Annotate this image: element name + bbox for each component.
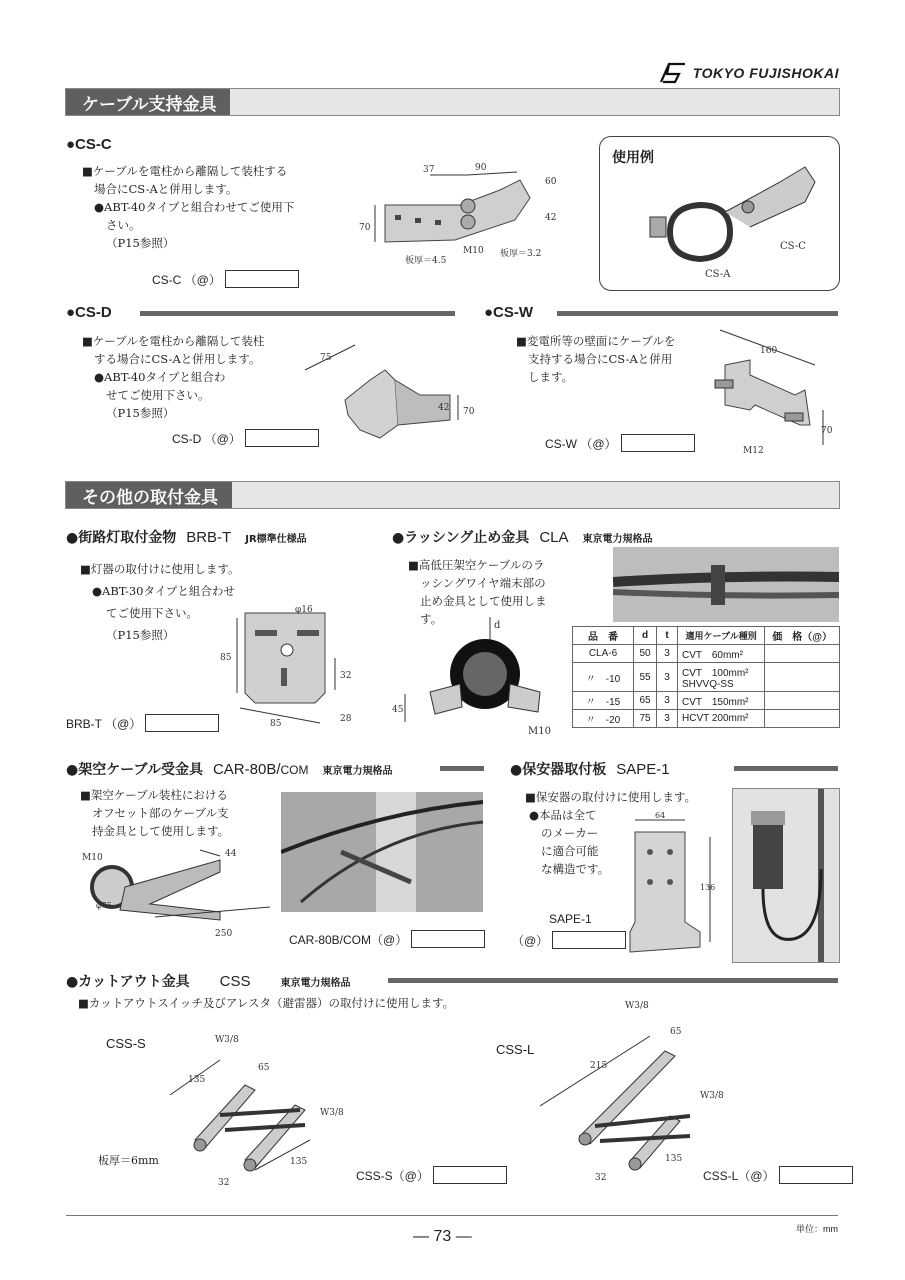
cla-photo [613,547,839,622]
usage-label-cs-c: CS-C [780,241,806,252]
car-price [289,930,485,948]
brb-t-desc-line: てご使用下さい。 [106,606,198,620]
dim-135-a: 135 [188,1075,206,1085]
brb-t-desc-line: ■灯器の取付けに使用します。 [80,562,240,576]
css-tag: 東京電力規格品 [280,978,351,989]
sape-diagram [620,812,720,957]
dim-160: 160 [760,346,778,356]
dim-215: 215 [590,1061,608,1071]
cs-c-price-label: CS-C （@） [152,272,221,287]
car-desc-line: 持金具として使用します。 [92,824,230,838]
sape-desc-line: に適合可能 [541,844,599,858]
dim-75: 75 [320,353,332,363]
css-s-diagram [160,1030,360,1190]
table-header: t [657,627,678,645]
brb-t-price-field[interactable] [145,714,219,732]
table-header: d [634,627,657,645]
dim-m10: M10 [463,246,484,256]
car-price-label: CAR-80B/COM（@） [289,932,408,947]
brb-t-tag: JR標準仕様品 [245,534,307,545]
usage-label-cs-a: CS-A [705,269,731,280]
cs-w-rule [557,311,838,316]
dim-135: 135 [665,1154,683,1164]
dim-32: 32 [595,1173,607,1183]
cs-c-desc-line: ●ABT-40タイプと組合わせてご使用下 [94,200,295,214]
dim-250: 250 [215,929,233,939]
brb-t-title [66,527,307,547]
css-s-price [356,1166,507,1184]
car-price-field[interactable] [411,930,485,948]
car-name: ●架空ケーブル受金具 [66,762,203,778]
cla-spec-table [572,626,840,728]
table-header: 適用ケーブル種別 [678,627,765,645]
cs-d-price [172,429,319,447]
sape-photo [732,788,840,963]
fujishokai-logo-icon [657,62,687,84]
section-banner-cable [65,88,840,116]
sape-price-name: SAPE-1 [549,912,592,926]
table-cell-price[interactable] [765,692,840,710]
cs-w-desc-line: ■変電所等の壁面にケーブルを [516,334,676,348]
dim-85-width: 85 [270,719,282,729]
table-cell-cable [678,663,765,692]
css-thickness: 板厚＝6mm [98,1154,159,1167]
dim-65: 65 [258,1063,270,1073]
car-diagram [70,842,275,942]
table-cell-d: 65 [634,692,657,710]
dim-w38-right: W3/8 [700,1091,724,1101]
table-cell-cable-line: CVT 100mm² [682,668,749,679]
cs-d-price-label: CS-D （@） [172,431,241,446]
table-cell-cable: HCVT 200mm² [678,710,765,728]
cs-d-description [82,332,312,422]
cs-d-desc-line: せてご使用下さい。 [106,388,210,402]
table-row [573,663,840,692]
dim-65: 65 [670,1027,682,1037]
css-s-price-label: CSS-S（@） [356,1168,429,1183]
section-banner-other [65,481,840,509]
table-header: 価 格（@） [765,627,840,645]
dim-thickness-32: 板厚＝3.2 [500,249,542,259]
usage-diagram [630,157,830,282]
dim-phi16: φ16 [295,605,313,615]
cs-d-rule [140,311,455,316]
dim-70: 70 [821,426,833,436]
css-s-price-field[interactable] [433,1166,507,1184]
dim-m10: M10 [82,853,103,863]
dim-45: 45 [392,705,404,715]
dim-70: 70 [463,407,475,417]
css-l-price-field[interactable] [779,1166,853,1184]
table-cell-d: 50 [634,645,657,663]
table-cell-price[interactable] [765,710,840,728]
css-rule [388,978,838,983]
cla-desc-line: す。 [420,612,443,626]
sape-name: ●保安器取付板 [510,762,607,778]
usage-example-box [599,136,840,291]
sape-desc-line: な構造です。 [541,862,610,876]
car-photo [281,792,483,912]
footer-unit: 単位：mm [796,1224,838,1234]
css-s-label: CSS-S [106,1036,146,1051]
car-tag: 東京電力規格品 [322,766,393,777]
css-l-label: CSS-L [496,1042,535,1057]
table-header: 品 番 [573,627,634,645]
cs-w-price-field[interactable] [621,434,695,452]
usage-title: 使用例 [612,150,654,166]
cs-d-diagram [300,330,480,445]
cs-c-diagram [355,160,585,270]
sape-price-label: （@） [512,933,549,948]
css-l-price-label: CSS-L（@） [703,1168,775,1183]
dim-d: d [494,620,501,631]
cs-c-price-field[interactable] [225,270,299,288]
cs-d-desc-line: ■ケーブルを電柱から離隔して装柱 [82,334,265,348]
table-cell-price[interactable] [765,645,840,663]
brb-t-price-label: BRB-T （@） [66,716,142,731]
dim-thickness-45: 板厚＝4.5 [405,256,447,266]
car-description [80,786,270,840]
dim-42: 42 [545,213,557,223]
table-cell-code: 〃 -20 [573,710,634,728]
section-title-cable: ケーブル支持金具 [66,89,230,115]
sape-desc-line: ■保安器の取付けに使用します。 [525,790,696,804]
table-cell-t: 3 [657,692,678,710]
table-cell-cable: CVT 150mm² [678,692,765,710]
sape-desc-line: のメーカー [541,826,599,840]
car-desc-line: オフセット部のケーブル支 [92,806,229,820]
cla-desc-line: ッシングワイヤ端末部の [420,576,546,590]
section-title-other: その他の取付金具 [66,482,232,508]
table-cell-code: CLA-6 [573,645,634,663]
cs-c-desc-line: ■ケーブルを電柱から離隔して装柱する [82,164,288,178]
brb-t-ref: （P15参照） [106,628,175,642]
table-cell-t: 3 [657,645,678,663]
table-cell-code: 〃 -15 [573,692,634,710]
footer-rule [66,1215,838,1216]
table-row [573,710,840,728]
car-code-small: COM [280,763,309,777]
table-header-row [573,627,840,645]
table-cell-d: 55 [634,663,657,692]
cla-code: CLA [539,529,569,546]
table-cell-d: 75 [634,710,657,728]
sape-code: SAPE-1 [616,761,670,778]
brb-t-diagram [215,598,365,733]
css-name: ●カットアウト金具 [66,974,190,990]
brand-name: TOKYO FUJISHOKAI [692,65,839,81]
cla-title [392,527,653,547]
cs-w-desc-line: します。 [528,370,574,384]
cs-c-desc-line: さい。 [106,218,141,232]
cable-photo-icon [613,547,839,622]
dim-60: 60 [545,177,557,187]
dim-32: 32 [218,1178,230,1188]
css-description: ■カットアウトスイッチ及びアレスタ（避雷器）の取付けに使用します。 [78,996,455,1010]
cs-d-title: ●CS-D [66,304,112,321]
page-number: — 73 — [413,1228,472,1245]
car-title [66,759,393,779]
cs-w-price-label: CS-W （@） [545,436,617,451]
table-cell-code: 〃 -10 [573,663,634,692]
cs-c-ref: （P15参照） [106,236,175,250]
cla-diagram [390,612,560,737]
dim-135-b: 135 [290,1157,308,1167]
dim-136: 136 [700,883,716,892]
table-row [573,692,840,710]
cla-desc-line: ■高低圧架空ケーブルのラ [408,558,545,572]
dim-w38-top: W3/8 [625,1001,649,1011]
cs-d-ref: （P15参照） [106,406,175,420]
cs-w-price [545,434,695,452]
cs-w-title: ●CS-W [484,304,534,321]
dim-64: 64 [655,812,666,820]
cla-name: ●ラッシング止め金具 [392,530,530,546]
dim-m12: M12 [743,446,764,456]
brand-logo [657,62,839,84]
sape-price-field[interactable] [552,931,626,949]
dim-phi75: φ75 [96,901,112,910]
cs-w-description [516,332,716,386]
brb-t-price [66,714,219,732]
css-code: CSS [219,973,251,990]
brb-t-code: BRB-T [186,529,232,546]
sape-rule [734,766,838,771]
sape-title [510,759,670,779]
dim-90: 90 [475,163,487,173]
dim-42: 42 [438,403,450,413]
dim-85-height: 85 [220,653,232,663]
sape-desc-line: ●本品は全て [529,808,597,822]
dim-w38-top: W3/8 [215,1035,239,1045]
table-cell-t: 3 [657,710,678,728]
cs-w-desc-line: 支持する場合にCS-Aと併用 [528,352,673,366]
protector-photo-icon [733,789,839,962]
dim-70: 70 [359,223,371,233]
brb-t-desc-line: ●ABT-30タイプと組合わせ [92,584,235,598]
cs-c-desc-line: 場合にCS-Aと併用します。 [94,182,238,196]
table-cell-cable: CVT 60mm² [678,645,765,663]
dim-m10: M10 [528,726,551,737]
cla-tag: 東京電力規格品 [582,534,653,545]
dim-w38-right: W3/8 [320,1108,344,1118]
cs-c-price [152,270,299,288]
cs-d-desc-line: ●ABT-40タイプと組合わ [94,370,226,384]
table-cell-price[interactable] [765,663,840,692]
cs-d-desc-line: する場合にCS-Aと併用します。 [94,352,261,366]
car-desc-line: ■架空ケーブル装柱における [80,788,228,802]
sape-price [512,931,626,949]
dim-37: 37 [423,165,435,175]
table-cell-t: 3 [657,663,678,692]
dim-28: 28 [340,714,352,724]
brb-t-name: ●街路灯取付金物 [66,530,177,546]
pole-photo-icon [281,792,483,912]
table-cell-cable-line: SHVVQ-SS [682,679,734,690]
cs-w-diagram [705,325,835,460]
dim-32: 32 [340,671,352,681]
car-code: CAR-80B/ [212,761,281,778]
dim-44: 44 [225,849,237,859]
table-row [573,645,840,663]
cla-desc-line: 止め金具として使用しま [420,594,547,608]
cs-c-description [82,162,342,252]
css-title [66,971,351,991]
car-rule [440,766,484,771]
css-l-diagram [540,996,740,1186]
cs-c-title: ●CS-C [66,136,112,153]
css-l-price [703,1166,853,1184]
